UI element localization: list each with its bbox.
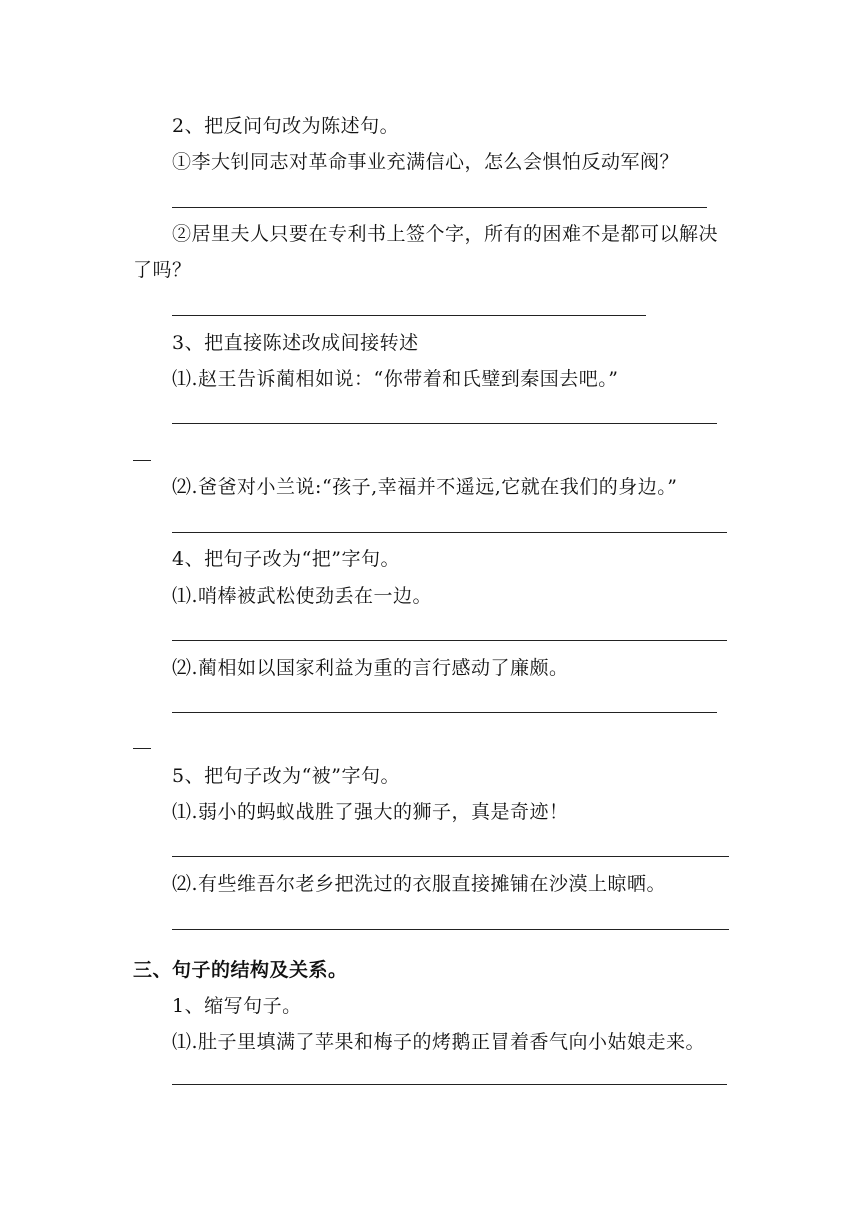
q2-heading: 2、把反问句改为陈述句。 [172, 115, 400, 137]
q3-answer-line-1-continuation [133, 460, 151, 461]
q2-answer-line-2[interactable] [172, 315, 646, 316]
q5-answer-line-2[interactable] [172, 929, 729, 930]
q3-item2: ⑵.爸爸对小兰说:“孩子,幸福并不遥远,它就在我们的身边。” [172, 476, 678, 498]
q2-item2-line1: ②居里夫人只要在专利书上签个字，所有的困难不是都可以解决 [172, 223, 719, 245]
section3-q1-heading: 1、缩写句子。 [172, 995, 302, 1017]
section3-heading: 三、句子的结构及关系。 [133, 959, 348, 981]
q2-item2-line2: 了吗？ [133, 259, 192, 281]
section3-q1-item1: ⑴.肚子里填满了苹果和梅子的烤鹅正冒着香气向小姑娘走来。 [172, 1031, 706, 1053]
q4-item2: ⑵.蔺相如以国家利益为重的言行感动了廉颇。 [172, 657, 569, 679]
q4-item1: ⑴.哨棒被武松使劲丢在一边。 [172, 585, 433, 607]
section3-q1-answer-line[interactable] [172, 1084, 727, 1085]
q3-answer-line-1[interactable] [172, 423, 717, 424]
q4-answer-line-2[interactable] [172, 712, 717, 713]
q2-item1: ①李大钊同志对革命事业充满信心，怎么会惧怕反动军阀？ [172, 151, 680, 173]
q3-item1: ⑴.赵王告诉蔺相如说：“你带着和氏璧到秦国去吧。” [172, 368, 619, 390]
q3-answer-line-2[interactable] [172, 532, 727, 533]
q4-heading: 4、把句子改为“把”字句。 [172, 548, 401, 570]
q5-heading: 5、把句子改为“被”字句。 [172, 765, 401, 787]
q4-answer-line-2-continuation [133, 748, 151, 749]
q3-heading: 3、把直接陈述改成间接转述 [172, 332, 419, 354]
q5-item2: ⑵.有些维吾尔老乡把洗过的衣服直接摊铺在沙漠上晾晒。 [172, 873, 667, 895]
q5-answer-line-1[interactable] [172, 856, 729, 857]
q4-answer-line-1[interactable] [172, 640, 727, 641]
q2-answer-line-1[interactable] [172, 207, 707, 208]
q5-item1: ⑴.弱小的蚂蚁战胜了强大的狮子，真是奇迹！ [172, 801, 569, 823]
